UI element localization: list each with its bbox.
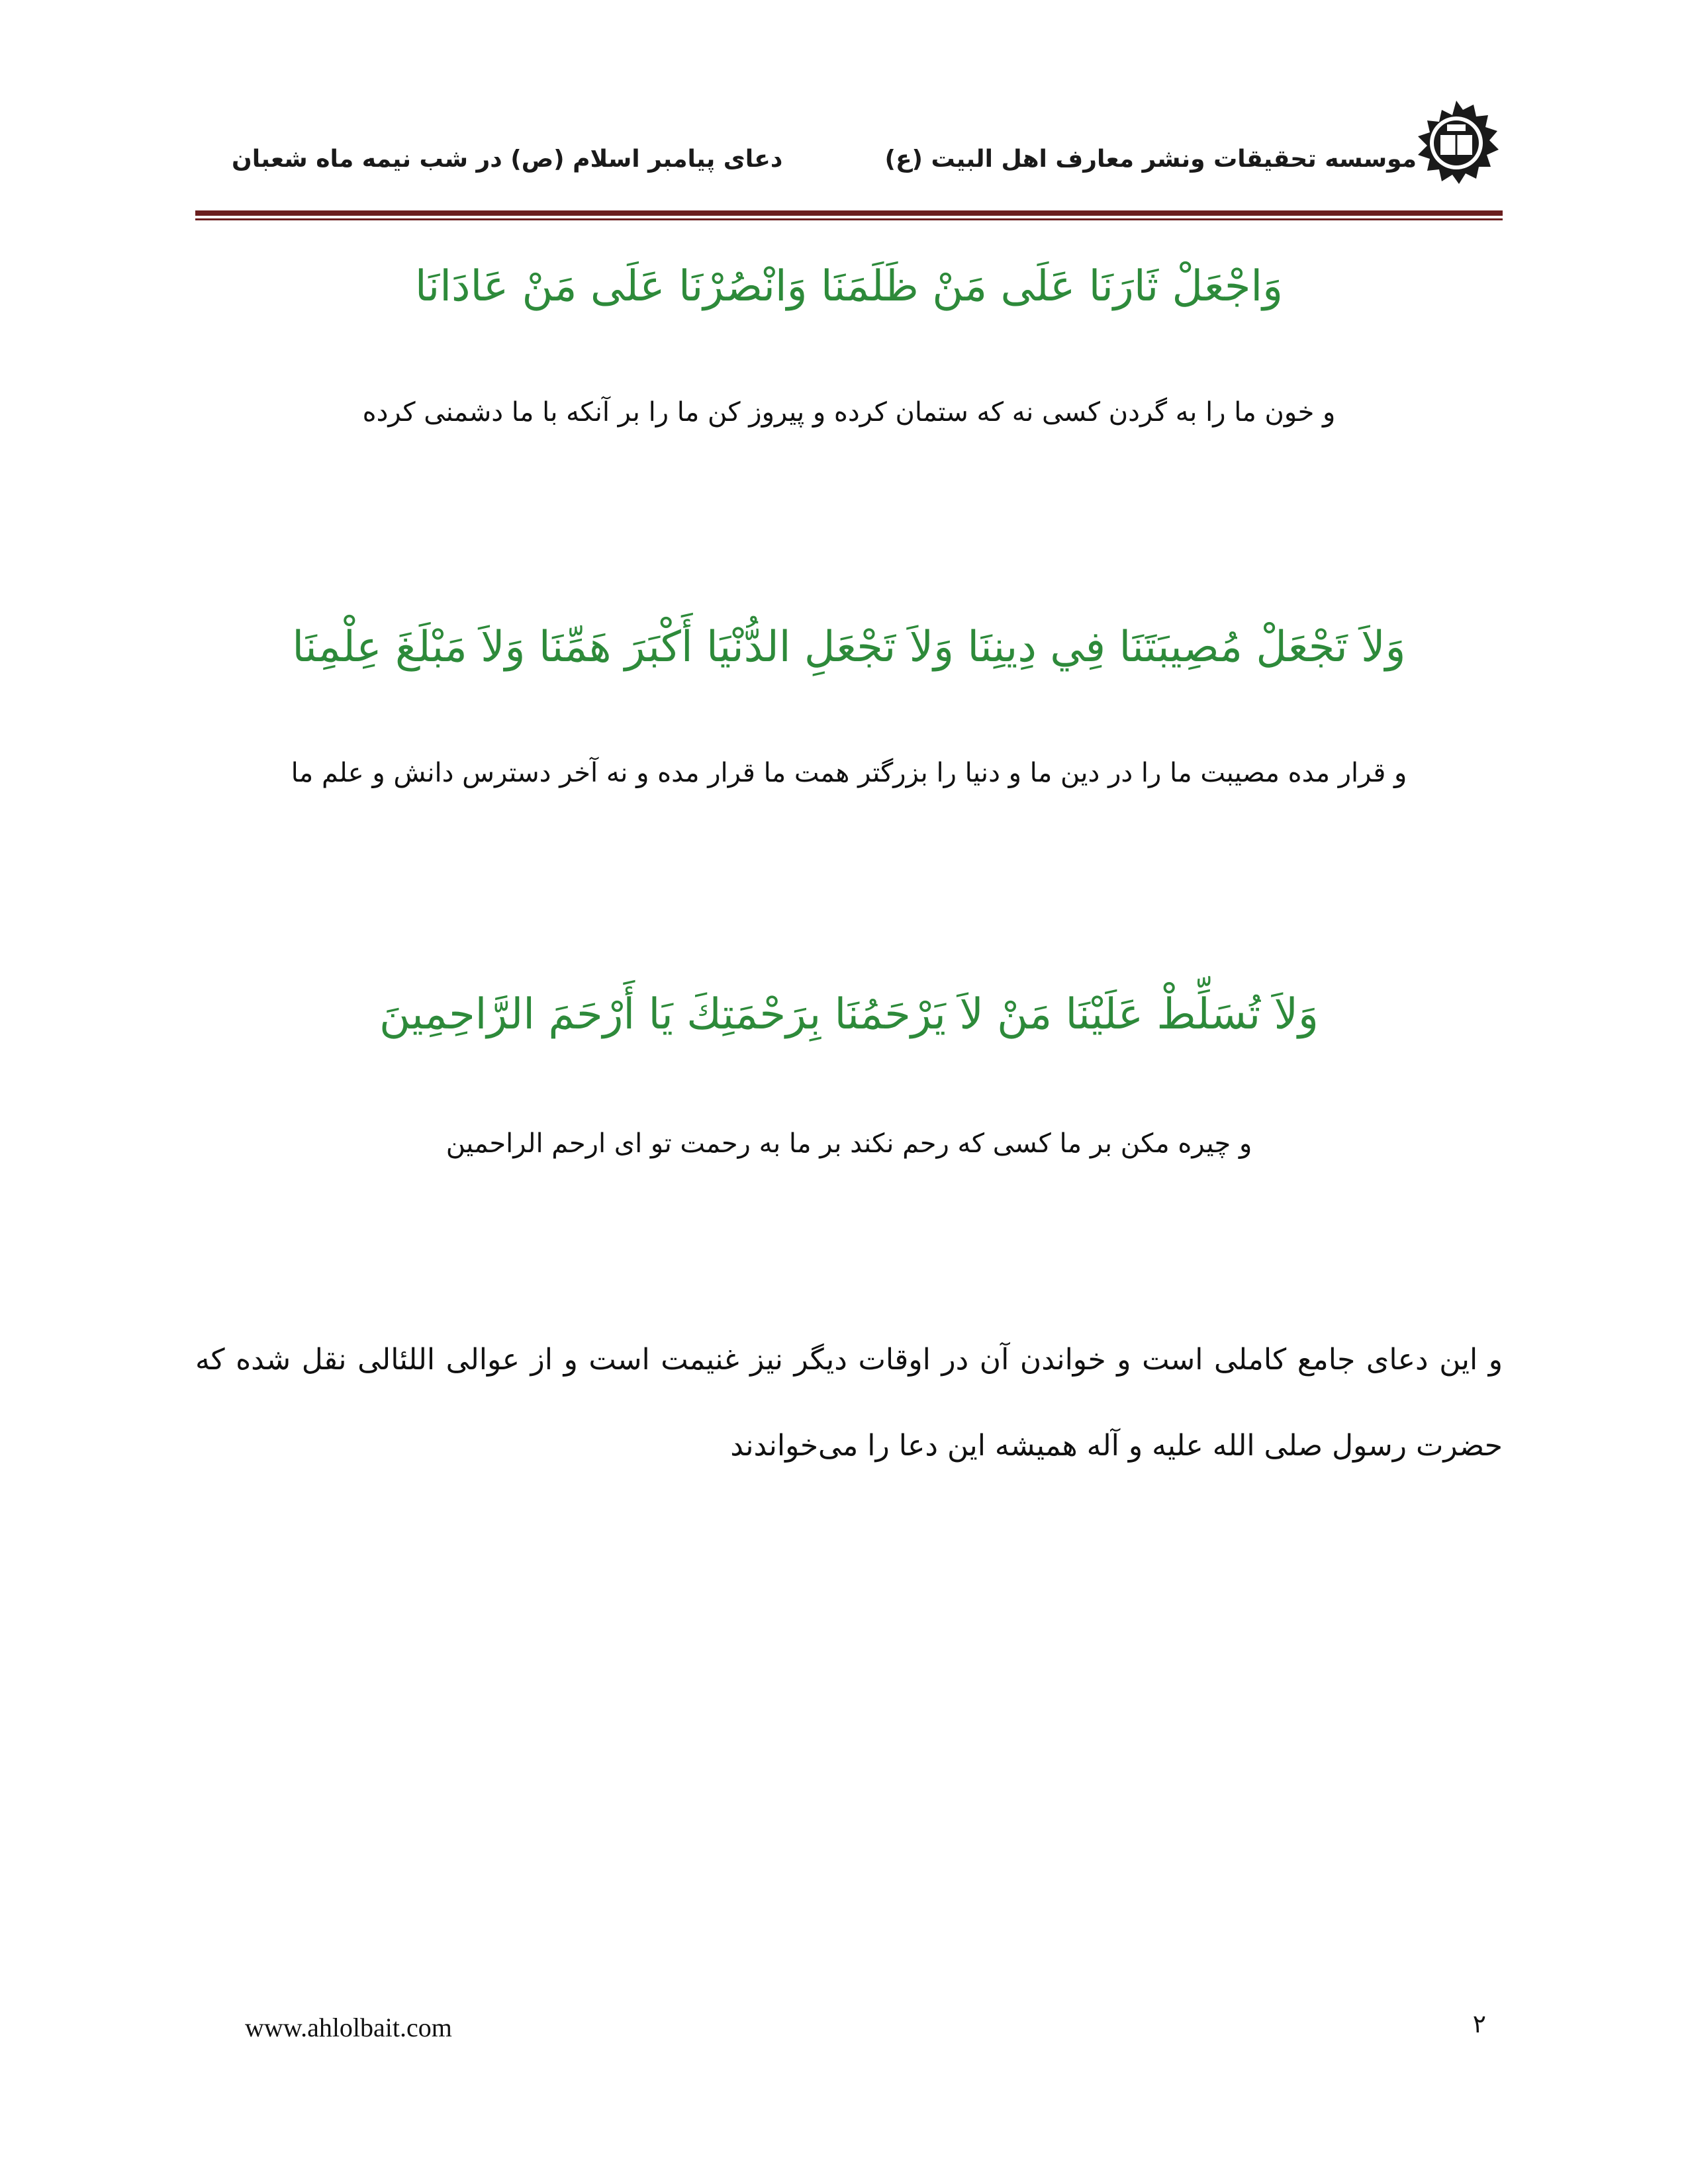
page-header bbox=[192, 93, 1503, 225]
persian-translation-1: و خون ما را به گردن کسی نه که ستمان کرده و پیروز کن ما را بر آنکه با ما دشمنی کرده bbox=[362, 397, 1336, 428]
persian-translation-2: و قرار مده مصیبت ما را در دین ما و دنیا را بزرگتر همت ما قرار مده و نه آخر دسترس دانش و علم ما bbox=[291, 758, 1407, 788]
arabic-verse-3: وَلاَ تُسَلِّطْ عَلَيْنَا مَنْ لاَ يَرْحَمُنَا بِرَحْمَتِكَ يَا أَرْحَمَ الرَّاحِمِينَ bbox=[379, 990, 1319, 1039]
arabic-verse-2: وَلاَ تَجْعَلْ مُصِيبَتَنَا فِي دِينِنَا وَلاَ تَجْعَلِ الدُّنْيَا أَكْبَرَ هَمِّنَا وَلاَ مَبْلَغَ عِلْمِنَا bbox=[292, 623, 1406, 672]
header-divider-thick bbox=[195, 210, 1503, 216]
header-divider-thin bbox=[195, 218, 1503, 220]
closing-paragraph: و این دعای جامع کاملی است و خواندن آن در اوقات دیگر نیز غنیمت است و از عوالی اللئالی نقل شده که حضرت رسول صلی الله علیه و آله همیشه این دعا را می‌خواندند bbox=[195, 1343, 1503, 1463]
institute-name: موسسه تحقیقات ونشر معارف اهل البیت (ع) bbox=[884, 146, 1417, 173]
arabic-verse-1: وَاجْعَلْ ثَارَنَا عَلَى مَنْ ظَلَمَنَا وَانْصُرْنَا عَلَى مَنْ عَادَانَا bbox=[414, 262, 1284, 311]
footer-website: www.ahlolbait.com bbox=[245, 2013, 452, 2042]
institute-logo-icon bbox=[1410, 99, 1503, 192]
page-number: ۲ bbox=[1472, 2009, 1486, 2038]
document-title: دعای پیامبر اسلام (ص) در شب نیمه ماه شعبان bbox=[232, 146, 783, 173]
persian-translation-3: و چیره مکن بر ما کسی که رحم نکند بر ما به رحمت تو ای ارحم الراحمین bbox=[445, 1128, 1252, 1159]
